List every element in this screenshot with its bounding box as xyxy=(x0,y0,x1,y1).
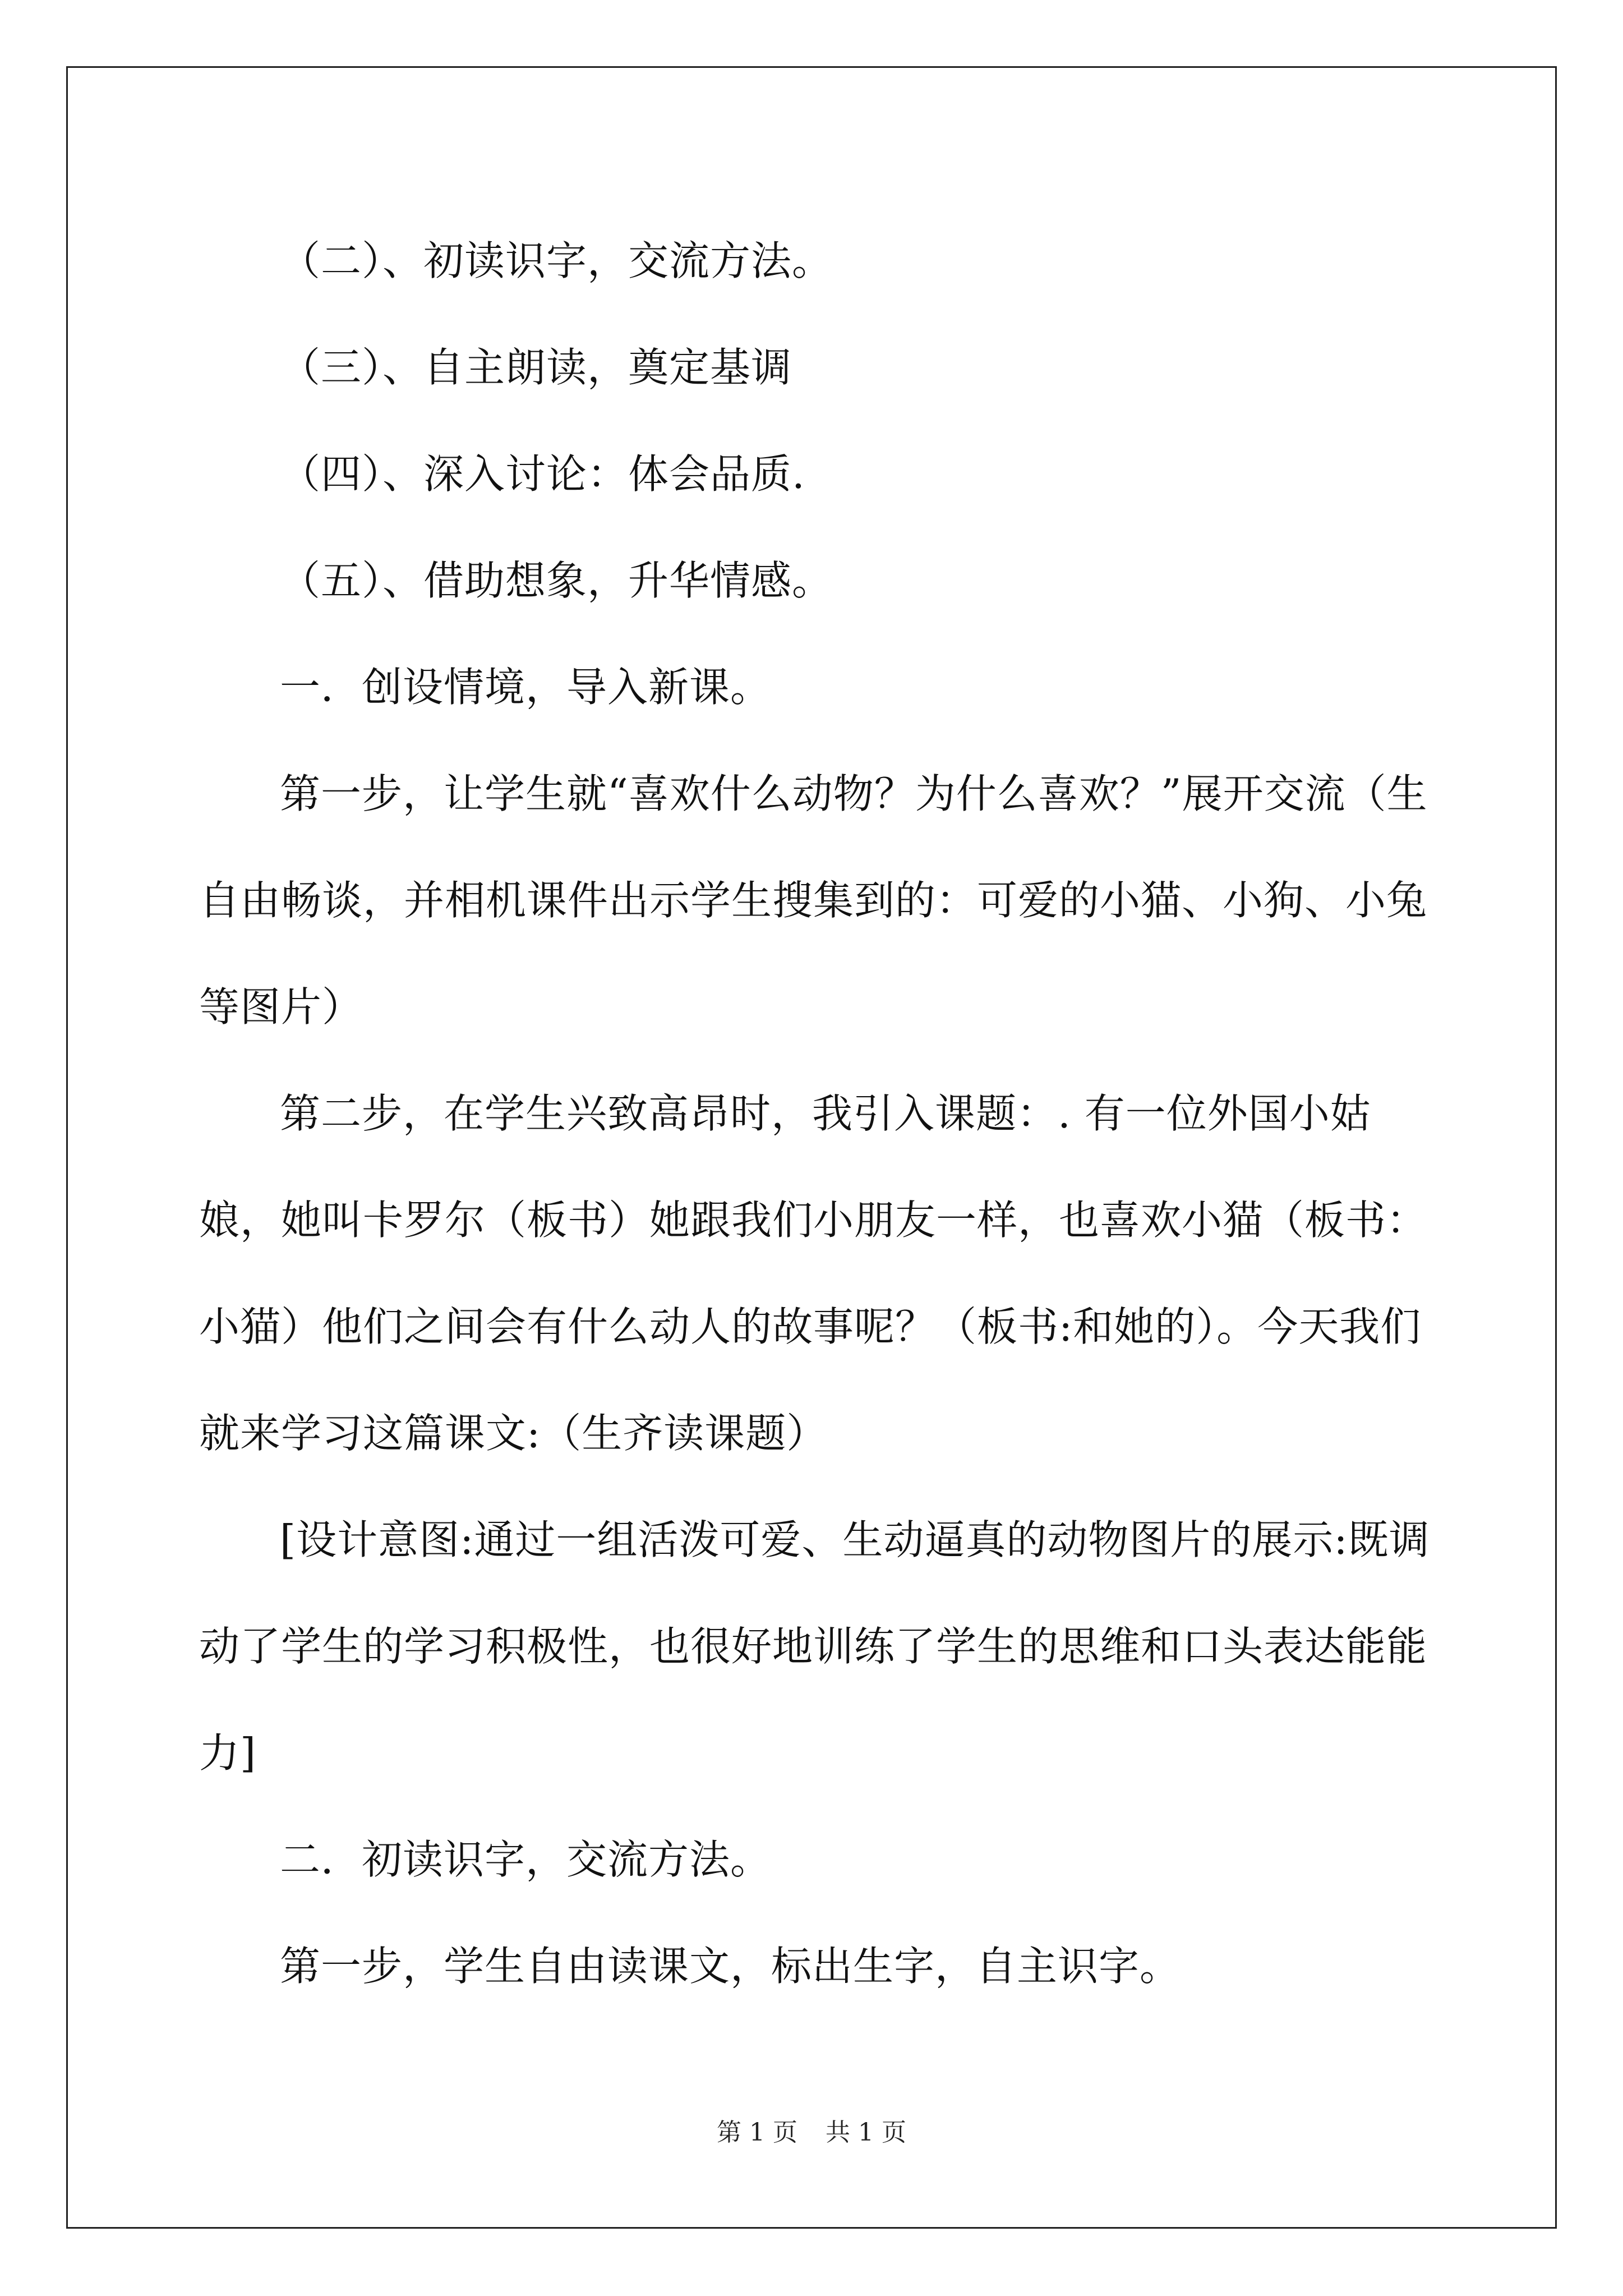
page-number: 第 1 页 xyxy=(717,2118,797,2147)
page-total: 共 1 页 xyxy=(826,2118,906,2147)
document-body xyxy=(199,208,1433,2019)
paragraph-10: 第一步，学生自由读课文，标出生字，自主识字。 xyxy=(280,1943,1181,1990)
paragraph-1: （二）、初读识字，交流方法。 xyxy=(280,237,833,284)
paragraph-6: 第一步，让学生就“喜欢什么动物？为什么喜欢？”展开交流（生自由畅谈，并相机课件出示学生搜集到的：可爱的小猫、小狗、小兔等图片） xyxy=(199,770,1428,1030)
page-footer xyxy=(0,2112,1623,2148)
paragraph-7: 第二步，在学生兴致高昂时，我引入课题：. 有一位外国小姑娘，她叫卡罗尔（板书）她跟我们小朋友一样，也喜欢小猫（板书：小猫）他们之间会有什么动人的故事呢？（板书:和她的）。今天我们就来学习这篇课文:（生齐读课题） xyxy=(199,1090,1428,1457)
paragraph-8: [设计意图:通过一组活泼可爱、生动逼真的动物图片的展示:既调动了学生的学习积极性，也很好地训练了学生的思维和口头表达能能力] xyxy=(199,1516,1430,1777)
paragraph-5: 一．创设情境，导入新课。 xyxy=(280,664,772,711)
paragraph-9: 二．初读识字，交流方法。 xyxy=(280,1836,772,1883)
paragraph-3: （四）、深入讨论：体会品质. xyxy=(280,450,805,498)
paragraph-2: （三）、自主朗读，奠定基调 xyxy=(280,344,792,391)
paragraph-4: （五）、借助想象，升华情感。 xyxy=(280,557,833,604)
